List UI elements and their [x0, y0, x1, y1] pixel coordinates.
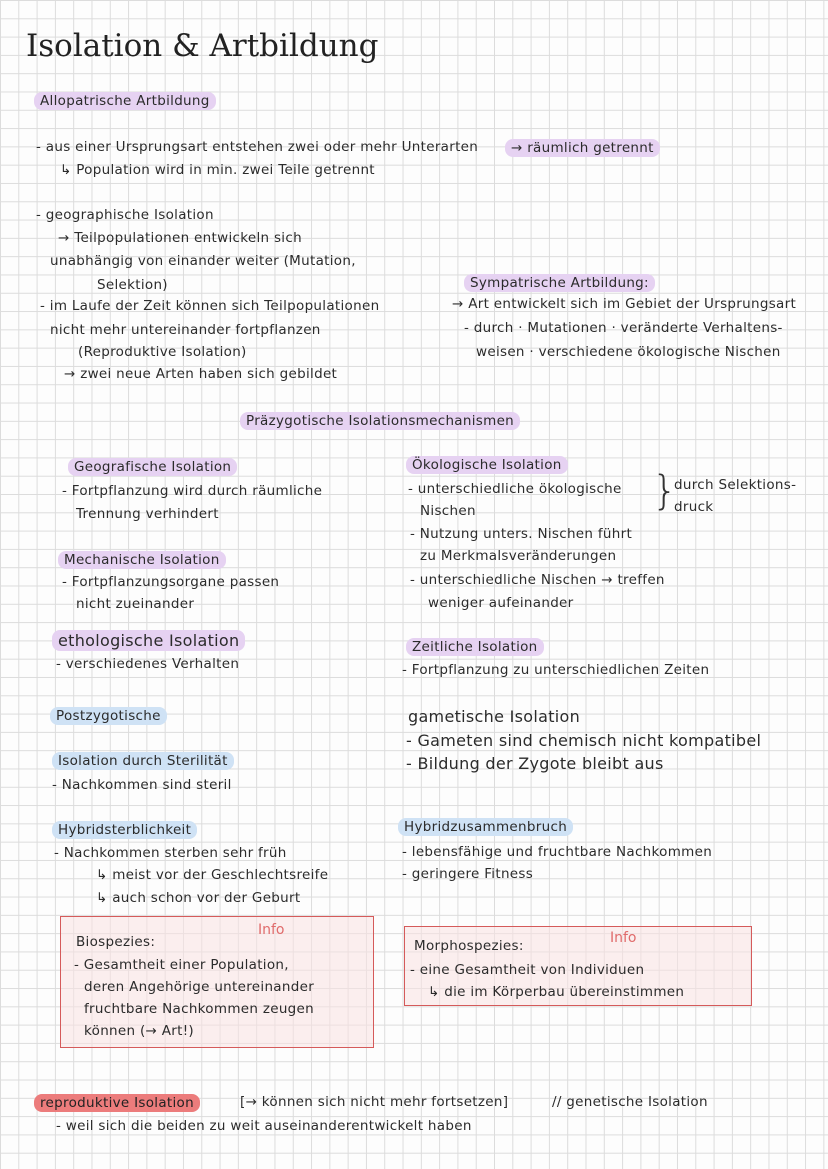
mech-heading: Mechanische Isolation: [58, 551, 226, 569]
allopatric-line1-arrow: → räumlich getrennt: [505, 139, 660, 157]
mech-line1: - Fortpflanzungsorgane passen: [62, 574, 280, 590]
info-tag-morpho: Info: [610, 930, 637, 946]
etho-heading: ethologische Isolation: [52, 630, 245, 651]
repro-note: [→ können sich nicht mehr fortsetzen]: [240, 1094, 509, 1110]
hzus-line1: - lebensfähige und fruchtbare Nachkommen: [402, 844, 713, 860]
hsterb-line3: ↳ auch schon vor der Geburt: [96, 890, 301, 906]
oeko-brace-label1: durch Selektions-: [674, 477, 797, 493]
allopatric-line9: (Reproduktive Isolation): [78, 344, 247, 360]
oeko-line6: weniger aufeinander: [428, 595, 574, 611]
allopatric-line7: - im Laufe der Zeit können sich Teilpopulationen: [40, 298, 380, 314]
geo-line1: - Fortpflanzung wird durch räumliche: [62, 483, 323, 499]
steril-heading: Isolation durch Sterilität: [52, 752, 234, 770]
zeit-line1: - Fortpflanzung zu unterschiedlichen Zeiten: [402, 662, 710, 678]
sympatric-heading: Sympatrische Artbildung:: [464, 274, 655, 292]
gamet-line1: - Gameten sind chemisch nicht kompatibel: [406, 731, 762, 750]
postzygotic-heading: Postzygotische: [50, 707, 167, 725]
hzus-heading: Hybridzusammenbruch: [398, 818, 573, 836]
allopatric-heading: Allopatrische Artbildung: [34, 92, 216, 110]
sympatric-line2: - durch · Mutationen · veränderte Verhaltens-: [464, 320, 783, 336]
hzus-line2: - geringere Fitness: [402, 866, 534, 882]
oeko-line3: - Nutzung unters. Nischen führt: [410, 526, 633, 542]
bio-heading: Biospezies:: [76, 934, 156, 950]
bio-line3: fruchtbare Nachkommen zeugen: [84, 1001, 315, 1017]
morpho-heading: Morphospezies:: [414, 938, 524, 954]
genetic-isolation: // genetische Isolation: [552, 1094, 708, 1110]
oeko-brace-label2: druck: [674, 499, 714, 515]
geo-line2: Trennung verhindert: [76, 506, 219, 522]
brace-icon: }: [652, 468, 678, 514]
praezygotic-heading: Präzygotische Isolationsmechanismen: [240, 412, 520, 430]
mech-line2: nicht zueinander: [76, 596, 195, 612]
allopatric-line10: → zwei neue Arten haben sich gebildet: [64, 366, 338, 382]
zeit-heading: Zeitliche Isolation: [406, 638, 544, 656]
allopatric-line8: nicht mehr untereinander fortpflanzen: [50, 322, 321, 338]
sympatric-line1: → Art entwickelt sich im Gebiet der Ursprungsart: [452, 296, 797, 312]
repro-heading: reproduktive Isolation: [34, 1094, 200, 1112]
oeko-line2: Nischen: [420, 503, 476, 519]
morpho-line1: - eine Gesamtheit von Individuen: [410, 962, 645, 978]
morpho-line2: ↳ die im Körperbau übereinstimmen: [428, 984, 685, 1000]
footer-line2: - weil sich die beiden zu weit auseinanderentwickelt haben: [56, 1118, 472, 1134]
steril-line1: - Nachkommen sind steril: [52, 777, 232, 793]
bio-line2: deren Angehörige untereinander: [84, 979, 315, 995]
allopatric-line2: ↳ Population wird in min. zwei Teile getrennt: [60, 162, 375, 178]
oeko-line5: - unterschiedliche Nischen → treffen: [410, 572, 665, 588]
oeko-line1: - unterschiedliche ökologische: [408, 481, 622, 497]
allopatric-line3: - geographische Isolation: [36, 207, 214, 223]
hsterb-heading: Hybridsterblichkeit: [52, 821, 197, 839]
bio-line1: - Gesamtheit einer Population,: [74, 957, 289, 973]
allopatric-line4: → Teilpopulationen entwickeln sich: [58, 230, 302, 246]
bio-line4: können (→ Art!): [84, 1023, 194, 1039]
allopatric-line1: - aus einer Ursprungsart entstehen zwei oder mehr Unterarten: [36, 139, 479, 155]
etho-line1: - verschiedenes Verhalten: [56, 656, 240, 672]
info-tag-bio: Info: [258, 922, 285, 938]
page-title: Isolation & Artbildung: [26, 28, 379, 64]
allopatric-line6: Selektion): [97, 277, 168, 293]
sympatric-line3: weisen · verschiedene ökologische Nischen: [476, 344, 781, 360]
hsterb-line1: - Nachkommen sterben sehr früh: [54, 845, 287, 861]
gamet-heading: gametische Isolation: [408, 707, 581, 726]
gamet-line2: - Bildung der Zygote bleibt aus: [406, 754, 664, 773]
hsterb-line2: ↳ meist vor der Geschlechtsreife: [96, 867, 329, 883]
oeko-heading: Ökologische Isolation: [406, 456, 568, 474]
geo-heading: Geografische Isolation: [68, 458, 237, 476]
oeko-line4: zu Merkmalsveränderungen: [420, 548, 617, 564]
allopatric-line5: unabhängig von einander weiter (Mutation,: [50, 253, 356, 269]
